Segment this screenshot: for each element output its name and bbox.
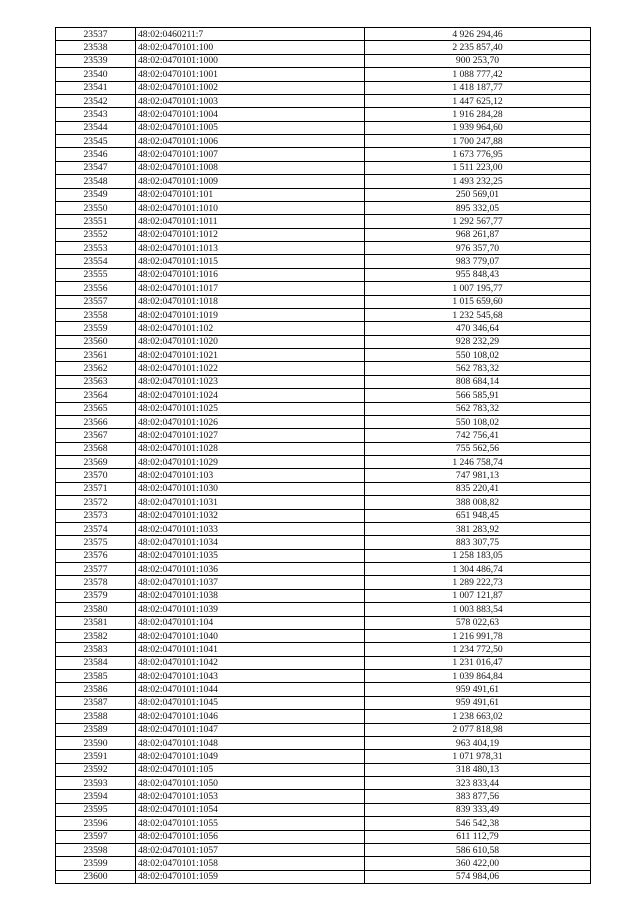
cadastral-value-cell: 1 231 016,47 bbox=[365, 656, 591, 669]
row-number-cell: 23569 bbox=[56, 456, 136, 469]
row-number-cell: 23600 bbox=[56, 870, 136, 883]
row-number-cell: 23582 bbox=[56, 629, 136, 642]
cadastral-number-cell: 48:02:0470101:101 bbox=[136, 188, 365, 201]
cadastral-value-cell: 1 511 223,00 bbox=[365, 161, 591, 174]
table-row bbox=[56, 870, 591, 883]
table-row bbox=[56, 683, 591, 696]
cadastral-number-cell: 48:02:0470101:1004 bbox=[136, 108, 365, 121]
row-number-cell: 23556 bbox=[56, 282, 136, 295]
cadastral-number-cell: 48:02:0470101:1057 bbox=[136, 843, 365, 856]
cadastral-number-cell: 48:02:0470101:1049 bbox=[136, 750, 365, 763]
table-row bbox=[56, 268, 591, 281]
row-number-cell: 23584 bbox=[56, 656, 136, 669]
cadastral-value-cell: 1 003 883,54 bbox=[365, 603, 591, 616]
cadastral-number-cell: 48:02:0470101:1048 bbox=[136, 736, 365, 749]
row-number-cell: 23542 bbox=[56, 94, 136, 107]
table-row bbox=[56, 242, 591, 255]
cadastral-number-cell: 48:02:0470101:1010 bbox=[136, 201, 365, 214]
row-number-cell: 23545 bbox=[56, 135, 136, 148]
table-row bbox=[56, 188, 591, 201]
cadastral-number-cell: 48:02:0470101:1015 bbox=[136, 255, 365, 268]
table-row bbox=[56, 308, 591, 321]
row-number-cell: 23547 bbox=[56, 161, 136, 174]
table-row bbox=[56, 857, 591, 870]
row-number-cell: 23538 bbox=[56, 41, 136, 54]
cadastral-value-cell: 1 039 864,84 bbox=[365, 670, 591, 683]
table-row bbox=[56, 215, 591, 228]
cadastral-value-cell: 1 015 659,60 bbox=[365, 295, 591, 308]
cadastral-value-cell: 1 447 625,12 bbox=[365, 94, 591, 107]
cadastral-value-cell: 839 333,49 bbox=[365, 803, 591, 816]
cadastral-number-cell: 48:02:0470101:1024 bbox=[136, 389, 365, 402]
cadastral-number-cell: 48:02:0470101:1008 bbox=[136, 161, 365, 174]
cadastral-number-cell: 48:02:0470101:1027 bbox=[136, 429, 365, 442]
row-number-cell: 23581 bbox=[56, 616, 136, 629]
table-row bbox=[56, 282, 591, 295]
row-number-cell: 23574 bbox=[56, 522, 136, 535]
row-number-cell: 23587 bbox=[56, 696, 136, 709]
cadastral-number-cell: 48:02:0470101:1032 bbox=[136, 509, 365, 522]
row-number-cell: 23539 bbox=[56, 54, 136, 67]
row-number-cell: 23599 bbox=[56, 857, 136, 870]
row-number-cell: 23541 bbox=[56, 81, 136, 94]
cadastral-value-cell: 968 261,87 bbox=[365, 228, 591, 241]
cadastral-value-cell: 1 304 486,74 bbox=[365, 563, 591, 576]
cadastral-number-cell: 48:02:0470101:1036 bbox=[136, 563, 365, 576]
table-row bbox=[56, 643, 591, 656]
cadastral-value-cell: 1 700 247,88 bbox=[365, 135, 591, 148]
table-row bbox=[56, 750, 591, 763]
cadastral-value-cell: 1 292 567,77 bbox=[365, 215, 591, 228]
cadastral-number-cell: 48:02:0470101:1022 bbox=[136, 362, 365, 375]
row-number-cell: 23570 bbox=[56, 469, 136, 482]
cadastral-number-cell: 48:02:0470101:1021 bbox=[136, 349, 365, 362]
cadastral-value-cell: 1 238 663,02 bbox=[365, 710, 591, 723]
cadastral-number-cell: 48:02:0470101:1034 bbox=[136, 536, 365, 549]
cadastral-value-cell: 883 307,75 bbox=[365, 536, 591, 549]
cadastral-value-cell: 578 022,63 bbox=[365, 616, 591, 629]
table-row bbox=[56, 710, 591, 723]
cadastral-number-cell: 48:02:0470101:1041 bbox=[136, 643, 365, 656]
row-number-cell: 23571 bbox=[56, 482, 136, 495]
cadastral-value-cell: 1 289 222,73 bbox=[365, 576, 591, 589]
table-row bbox=[56, 509, 591, 522]
row-number-cell: 23564 bbox=[56, 389, 136, 402]
table-row bbox=[56, 322, 591, 335]
table-row bbox=[56, 629, 591, 642]
table-row bbox=[56, 349, 591, 362]
cadastral-value-cell: 546 542,38 bbox=[365, 817, 591, 830]
cadastral-number-cell: 48:02:0470101:1047 bbox=[136, 723, 365, 736]
row-number-cell: 23565 bbox=[56, 402, 136, 415]
table-row bbox=[56, 41, 591, 54]
cadastral-value-cell: 1 007 195,77 bbox=[365, 282, 591, 295]
table-row bbox=[56, 549, 591, 562]
cadastral-number-cell: 48:02:0470101:1028 bbox=[136, 442, 365, 455]
cadastral-number-cell: 48:02:0470101:1002 bbox=[136, 81, 365, 94]
cadastral-value-cell: 318 480,13 bbox=[365, 763, 591, 776]
table-row bbox=[56, 777, 591, 790]
row-number-cell: 23552 bbox=[56, 228, 136, 241]
cadastral-value-cell: 611 112,79 bbox=[365, 830, 591, 843]
cadastral-value-cell: 586 610,58 bbox=[365, 843, 591, 856]
row-number-cell: 23573 bbox=[56, 509, 136, 522]
cadastral-value-cell: 983 779,07 bbox=[365, 255, 591, 268]
cadastral-number-cell: 48:02:0470101:1037 bbox=[136, 576, 365, 589]
cadastral-value-cell: 1 258 183,05 bbox=[365, 549, 591, 562]
table-row bbox=[56, 589, 591, 602]
table-row bbox=[56, 148, 591, 161]
cadastral-value-cell: 747 981,13 bbox=[365, 469, 591, 482]
table-row bbox=[56, 161, 591, 174]
cadastral-number-cell: 48:02:0470101:1013 bbox=[136, 242, 365, 255]
table-row bbox=[56, 843, 591, 856]
row-number-cell: 23559 bbox=[56, 322, 136, 335]
row-number-cell: 23590 bbox=[56, 736, 136, 749]
cadastral-number-cell: 48:02:0470101:1007 bbox=[136, 148, 365, 161]
table-row bbox=[56, 375, 591, 388]
cadastral-number-cell: 48:02:0470101:1059 bbox=[136, 870, 365, 883]
cadastral-value-cell: 383 877,56 bbox=[365, 790, 591, 803]
cadastral-value-cell: 470 346,64 bbox=[365, 322, 591, 335]
table-row bbox=[56, 456, 591, 469]
cadastral-number-cell: 48:02:0470101:1018 bbox=[136, 295, 365, 308]
cadastral-value-cell: 651 948,45 bbox=[365, 509, 591, 522]
cadastral-value-cell: 2 077 818,98 bbox=[365, 723, 591, 736]
row-number-cell: 23583 bbox=[56, 643, 136, 656]
cadastral-number-cell: 48:02:0470101:1053 bbox=[136, 790, 365, 803]
cadastral-number-cell: 48:02:0470101:100 bbox=[136, 41, 365, 54]
cadastral-value-cell: 360 422,00 bbox=[365, 857, 591, 870]
cadastral-value-cell: 1 088 777,42 bbox=[365, 68, 591, 81]
row-number-cell: 23549 bbox=[56, 188, 136, 201]
row-number-cell: 23561 bbox=[56, 349, 136, 362]
cadastral-value-cell: 1 071 978,31 bbox=[365, 750, 591, 763]
table-row bbox=[56, 522, 591, 535]
table-row bbox=[56, 54, 591, 67]
cadastral-number-cell: 48:02:0470101:1042 bbox=[136, 656, 365, 669]
cadastral-number-cell: 48:02:0470101:1011 bbox=[136, 215, 365, 228]
cadastral-number-cell: 48:02:0470101:1000 bbox=[136, 54, 365, 67]
table-row bbox=[56, 736, 591, 749]
cadastral-value-cell: 959 491,61 bbox=[365, 683, 591, 696]
cadastral-number-cell: 48:02:0470101:1040 bbox=[136, 629, 365, 642]
row-number-cell: 23591 bbox=[56, 750, 136, 763]
cadastral-number-cell: 48:02:0470101:1056 bbox=[136, 830, 365, 843]
table-row bbox=[56, 442, 591, 455]
table-row bbox=[56, 790, 591, 803]
table-row bbox=[56, 389, 591, 402]
cadastral-number-cell: 48:02:0470101:1050 bbox=[136, 777, 365, 790]
cadastral-value-cell: 323 833,44 bbox=[365, 777, 591, 790]
cadastral-number-cell: 48:02:0470101:102 bbox=[136, 322, 365, 335]
table-row bbox=[56, 563, 591, 576]
cadastral-number-cell: 48:02:0470101:1055 bbox=[136, 817, 365, 830]
table-row bbox=[56, 616, 591, 629]
cadastral-number-cell: 48:02:0470101:1023 bbox=[136, 375, 365, 388]
table-row bbox=[56, 603, 591, 616]
table-row bbox=[56, 830, 591, 843]
table-row bbox=[56, 670, 591, 683]
cadastral-number-cell: 48:02:0470101:1026 bbox=[136, 415, 365, 428]
table-row bbox=[56, 108, 591, 121]
cadastral-number-cell: 48:02:0470101:1039 bbox=[136, 603, 365, 616]
cadastral-number-cell: 48:02:0470101:1012 bbox=[136, 228, 365, 241]
cadastral-number-cell: 48:02:0470101:104 bbox=[136, 616, 365, 629]
row-number-cell: 23551 bbox=[56, 215, 136, 228]
cadastral-value-cell: 963 404,19 bbox=[365, 736, 591, 749]
row-number-cell: 23595 bbox=[56, 803, 136, 816]
cadastral-value-cell: 742 756,41 bbox=[365, 429, 591, 442]
cadastral-value-cell: 755 562,56 bbox=[365, 442, 591, 455]
table-row bbox=[56, 175, 591, 188]
cadastral-value-cell: 1 916 284,28 bbox=[365, 108, 591, 121]
cadastral-number-cell: 48:02:0470101:1045 bbox=[136, 696, 365, 709]
cadastral-value-cell: 562 783,32 bbox=[365, 402, 591, 415]
table-row bbox=[56, 94, 591, 107]
cadastral-number-cell: 48:02:0470101:1054 bbox=[136, 803, 365, 816]
row-number-cell: 23562 bbox=[56, 362, 136, 375]
row-number-cell: 23557 bbox=[56, 295, 136, 308]
row-number-cell: 23572 bbox=[56, 496, 136, 509]
cadastral-value-cell: 835 220,41 bbox=[365, 482, 591, 495]
row-number-cell: 23568 bbox=[56, 442, 136, 455]
row-number-cell: 23597 bbox=[56, 830, 136, 843]
row-number-cell: 23585 bbox=[56, 670, 136, 683]
table-row bbox=[56, 817, 591, 830]
cadastral-value-cell: 928 232,29 bbox=[365, 335, 591, 348]
cadastral-value-cell: 1 216 991,78 bbox=[365, 629, 591, 642]
cadastral-value-cell: 959 491,61 bbox=[365, 696, 591, 709]
cadastral-number-cell: 48:02:0470101:1017 bbox=[136, 282, 365, 295]
row-number-cell: 23580 bbox=[56, 603, 136, 616]
row-number-cell: 23543 bbox=[56, 108, 136, 121]
row-number-cell: 23560 bbox=[56, 335, 136, 348]
row-number-cell: 23548 bbox=[56, 175, 136, 188]
cadastral-value-table bbox=[55, 27, 591, 884]
cadastral-number-cell: 48:02:0470101:1029 bbox=[136, 456, 365, 469]
row-number-cell: 23588 bbox=[56, 710, 136, 723]
row-number-cell: 23567 bbox=[56, 429, 136, 442]
cadastral-value-cell: 574 984,06 bbox=[365, 870, 591, 883]
cadastral-value-cell: 976 357,70 bbox=[365, 242, 591, 255]
row-number-cell: 23537 bbox=[56, 28, 136, 41]
cadastral-number-cell: 48:02:0470101:1038 bbox=[136, 589, 365, 602]
cadastral-number-cell: 48:02:0470101:1025 bbox=[136, 402, 365, 415]
cadastral-value-cell: 4 926 294,46 bbox=[365, 28, 591, 41]
row-number-cell: 23546 bbox=[56, 148, 136, 161]
table-row bbox=[56, 656, 591, 669]
table-row bbox=[56, 496, 591, 509]
table-row bbox=[56, 295, 591, 308]
row-number-cell: 23586 bbox=[56, 683, 136, 696]
table-row bbox=[56, 201, 591, 214]
cadastral-value-cell: 900 253,70 bbox=[365, 54, 591, 67]
cadastral-value-cell: 2 235 857,40 bbox=[365, 41, 591, 54]
cadastral-value-cell: 250 569,01 bbox=[365, 188, 591, 201]
cadastral-number-cell: 48:02:0470101:1030 bbox=[136, 482, 365, 495]
cadastral-number-cell: 48:02:0470101:1044 bbox=[136, 683, 365, 696]
table-row bbox=[56, 415, 591, 428]
cadastral-value-cell: 1 493 232,25 bbox=[365, 175, 591, 188]
table-body bbox=[56, 28, 591, 884]
row-number-cell: 23596 bbox=[56, 817, 136, 830]
cadastral-number-cell: 48:02:0470101:103 bbox=[136, 469, 365, 482]
row-number-cell: 23576 bbox=[56, 549, 136, 562]
cadastral-number-cell: 48:02:0470101:1043 bbox=[136, 670, 365, 683]
table-row bbox=[56, 402, 591, 415]
table-row bbox=[56, 228, 591, 241]
cadastral-value-cell: 1 673 776,95 bbox=[365, 148, 591, 161]
table-row bbox=[56, 469, 591, 482]
table-row bbox=[56, 135, 591, 148]
row-number-cell: 23575 bbox=[56, 536, 136, 549]
table-row bbox=[56, 68, 591, 81]
cadastral-number-cell: 48:02:0470101:105 bbox=[136, 763, 365, 776]
cadastral-value-cell: 1 007 121,87 bbox=[365, 589, 591, 602]
row-number-cell: 23550 bbox=[56, 201, 136, 214]
table-row bbox=[56, 696, 591, 709]
cadastral-number-cell: 48:02:0470101:1058 bbox=[136, 857, 365, 870]
cadastral-number-cell: 48:02:0470101:1046 bbox=[136, 710, 365, 723]
cadastral-value-cell: 550 108,02 bbox=[365, 349, 591, 362]
cadastral-number-cell: 48:02:0470101:1016 bbox=[136, 268, 365, 281]
table-row bbox=[56, 335, 591, 348]
table-row bbox=[56, 81, 591, 94]
row-number-cell: 23579 bbox=[56, 589, 136, 602]
table-row bbox=[56, 536, 591, 549]
cadastral-number-cell: 48:02:0470101:1035 bbox=[136, 549, 365, 562]
row-number-cell: 23598 bbox=[56, 843, 136, 856]
cadastral-value-cell: 566 585,91 bbox=[365, 389, 591, 402]
cadastral-number-cell: 48:02:0470101:1005 bbox=[136, 121, 365, 134]
cadastral-value-cell: 381 283,92 bbox=[365, 522, 591, 535]
row-number-cell: 23555 bbox=[56, 268, 136, 281]
table-row bbox=[56, 763, 591, 776]
cadastral-value-cell: 550 108,02 bbox=[365, 415, 591, 428]
table-row bbox=[56, 803, 591, 816]
cadastral-value-cell: 1 939 964,60 bbox=[365, 121, 591, 134]
row-number-cell: 23553 bbox=[56, 242, 136, 255]
cadastral-number-cell: 48:02:0470101:1019 bbox=[136, 308, 365, 321]
row-number-cell: 23592 bbox=[56, 763, 136, 776]
cadastral-number-cell: 48:02:0460211:7 bbox=[136, 28, 365, 41]
cadastral-value-cell: 955 848,43 bbox=[365, 268, 591, 281]
cadastral-number-cell: 48:02:0470101:1031 bbox=[136, 496, 365, 509]
table-row bbox=[56, 255, 591, 268]
table-row bbox=[56, 482, 591, 495]
row-number-cell: 23578 bbox=[56, 576, 136, 589]
row-number-cell: 23554 bbox=[56, 255, 136, 268]
row-number-cell: 23589 bbox=[56, 723, 136, 736]
cadastral-number-cell: 48:02:0470101:1001 bbox=[136, 68, 365, 81]
table-row bbox=[56, 362, 591, 375]
cadastral-value-cell: 388 008,82 bbox=[365, 496, 591, 509]
row-number-cell: 23566 bbox=[56, 415, 136, 428]
cadastral-number-cell: 48:02:0470101:1033 bbox=[136, 522, 365, 535]
row-number-cell: 23558 bbox=[56, 308, 136, 321]
cadastral-value-cell: 895 332,05 bbox=[365, 201, 591, 214]
cadastral-value-cell: 1 246 758,74 bbox=[365, 456, 591, 469]
table-row bbox=[56, 429, 591, 442]
row-number-cell: 23593 bbox=[56, 777, 136, 790]
cadastral-value-cell: 1 234 772,50 bbox=[365, 643, 591, 656]
table-row bbox=[56, 121, 591, 134]
cadastral-number-cell: 48:02:0470101:1006 bbox=[136, 135, 365, 148]
cadastral-value-cell: 808 684,14 bbox=[365, 375, 591, 388]
table-row bbox=[56, 28, 591, 41]
row-number-cell: 23544 bbox=[56, 121, 136, 134]
row-number-cell: 23540 bbox=[56, 68, 136, 81]
row-number-cell: 23594 bbox=[56, 790, 136, 803]
cadastral-number-cell: 48:02:0470101:1020 bbox=[136, 335, 365, 348]
row-number-cell: 23563 bbox=[56, 375, 136, 388]
row-number-cell: 23577 bbox=[56, 563, 136, 576]
cadastral-value-cell: 1 232 545,68 bbox=[365, 308, 591, 321]
cadastral-number-cell: 48:02:0470101:1003 bbox=[136, 94, 365, 107]
table-row bbox=[56, 576, 591, 589]
cadastral-number-cell: 48:02:0470101:1009 bbox=[136, 175, 365, 188]
table-row bbox=[56, 723, 591, 736]
cadastral-value-cell: 1 418 187,77 bbox=[365, 81, 591, 94]
cadastral-value-cell: 562 783,32 bbox=[365, 362, 591, 375]
